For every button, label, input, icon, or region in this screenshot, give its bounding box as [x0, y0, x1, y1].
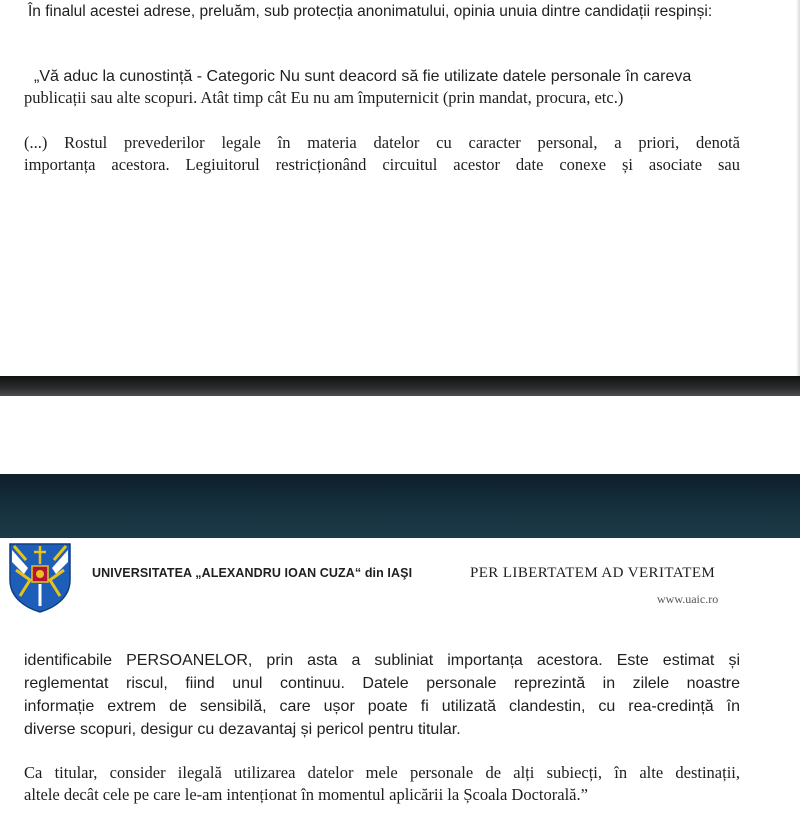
scan-page-top	[0, 0, 800, 378]
page2-line-2: reglementat riscul, fiind unul continuu. Datele personale reprezintă in zilele noastre	[24, 675, 740, 692]
paragraph-line-1: (...) Rostul prevederilor legale în materia datelor cu caracter personal, a priori, denotă	[24, 133, 740, 152]
page-separator-dark	[0, 376, 800, 396]
university-motto: PER LIBERTATEM AD VERITATEM	[470, 565, 716, 581]
page-separator-white	[0, 396, 800, 474]
page2-line-4: diverse scopuri, desigur cu dezavantaj și pericol pentru titular.	[24, 721, 461, 738]
university-website: www.uaic.ro	[657, 592, 719, 606]
university-name: UNIVERSITATEA „ALEXANDRU IOAN CUZA“ din IAŞI	[92, 566, 413, 580]
page2-line-3: informație extrem de sensibilă, care ușor poate fi utilizată clandestin, cu rea-credință în	[24, 698, 740, 715]
page2-line-5: Ca titular, consider ilegală utilizarea datelor mele personale de alți subiecți, în alte destinații,	[24, 763, 740, 782]
intro-sentence: În finalul acestei adrese, preluăm, sub protecția anonimatului, opinia unuia dintre candidații respinși:	[28, 3, 713, 20]
page2-line-6: altele decât cele pe care le-am intenționat în momentul aplicării la Școala Doctorală.”	[24, 785, 588, 804]
page2-line-1: identificabile PERSOANELOR, prin asta a subliniat importanța acestora. Este estimat și	[24, 652, 740, 669]
quote-line-1: „Vă aduc la cunostință - Categoric Nu sunt deacord să fie utilizate datele personale în careva	[34, 68, 692, 85]
scan-edge-shadow	[796, 0, 800, 378]
university-crest-logo	[6, 540, 74, 614]
quote-line-2: publicații sau alte scopuri. Atât timp cât Eu nu am împuternicit (prin mandat, procura, etc.)	[24, 88, 624, 107]
scan-dark-band	[0, 474, 800, 538]
paragraph-line-2: importanța acestora. Legiuitorul restricționând circuitul acestor date conexe și asociate sau	[24, 155, 740, 174]
